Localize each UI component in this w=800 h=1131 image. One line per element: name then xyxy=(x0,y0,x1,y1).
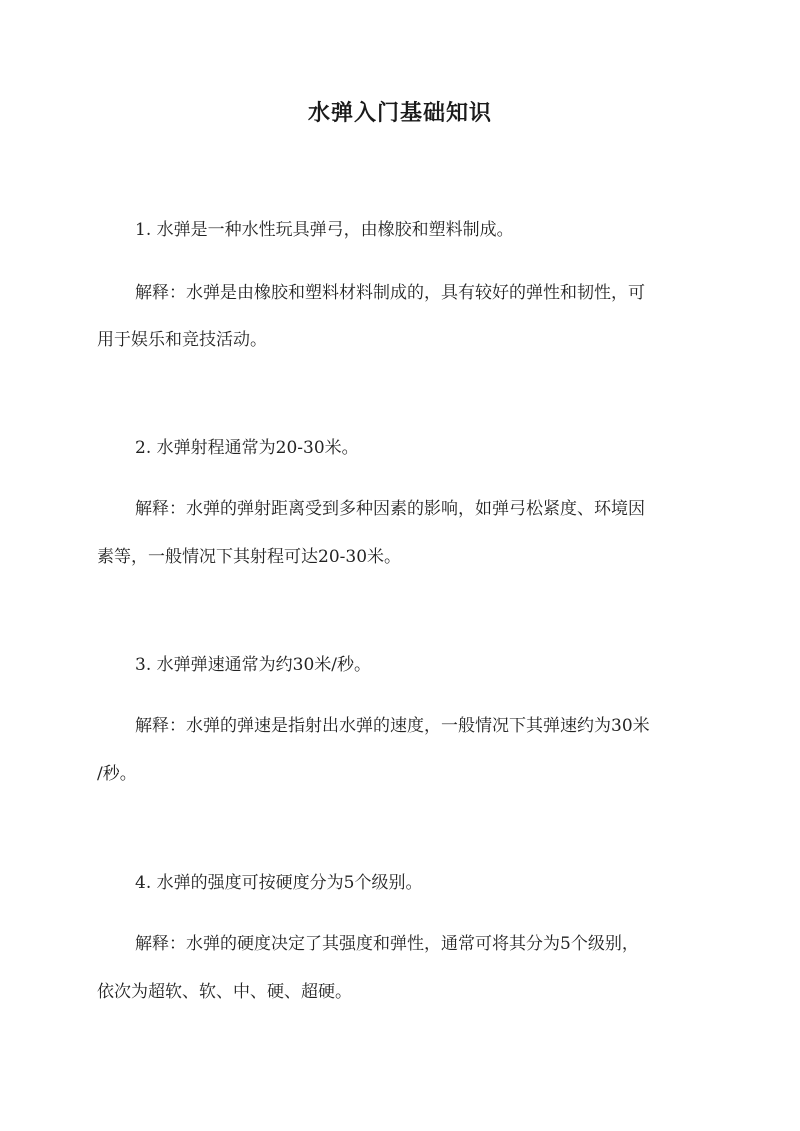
explanation-4-line-1: 解释：水弹的硬度决定了其强度和弹性，通常可将其分为5个级别， xyxy=(135,934,639,954)
explanation-2-line-2: 素等，一般情况下其射程可达20-30米。 xyxy=(97,547,402,567)
explanation-4-line-2: 依次为超软、软、中、硬、超硬。 xyxy=(97,982,352,1002)
explanation-1-line-1: 解释：水弹是由橡胶和塑料材料制成的，具有较好的弹性和韧性，可 xyxy=(135,283,645,303)
explanation-3-line-2: /秒。 xyxy=(97,764,137,784)
explanation-3-line-1: 解释：水弹的弹速是指射出水弹的速度，一般情况下其弹速约为30米 xyxy=(135,716,650,736)
page-title: 水弹入门基础知识 xyxy=(307,100,492,126)
question-1: 1. 水弹是一种水性玩具弹弓，由橡胶和塑料制成。 xyxy=(135,220,514,240)
explanation-1-line-2: 用于娱乐和竞技活动。 xyxy=(97,330,267,350)
question-2: 2. 水弹射程通常为20-30米。 xyxy=(135,438,359,458)
explanation-2-line-1: 解释：水弹的弹射距离受到多种因素的影响，如弹弓松紧度、环境因 xyxy=(135,499,645,519)
question-4: 4. 水弹的强度可按硬度分为5个级别。 xyxy=(135,873,423,893)
question-3: 3. 水弹弹速通常为约30米/秒。 xyxy=(135,655,371,675)
